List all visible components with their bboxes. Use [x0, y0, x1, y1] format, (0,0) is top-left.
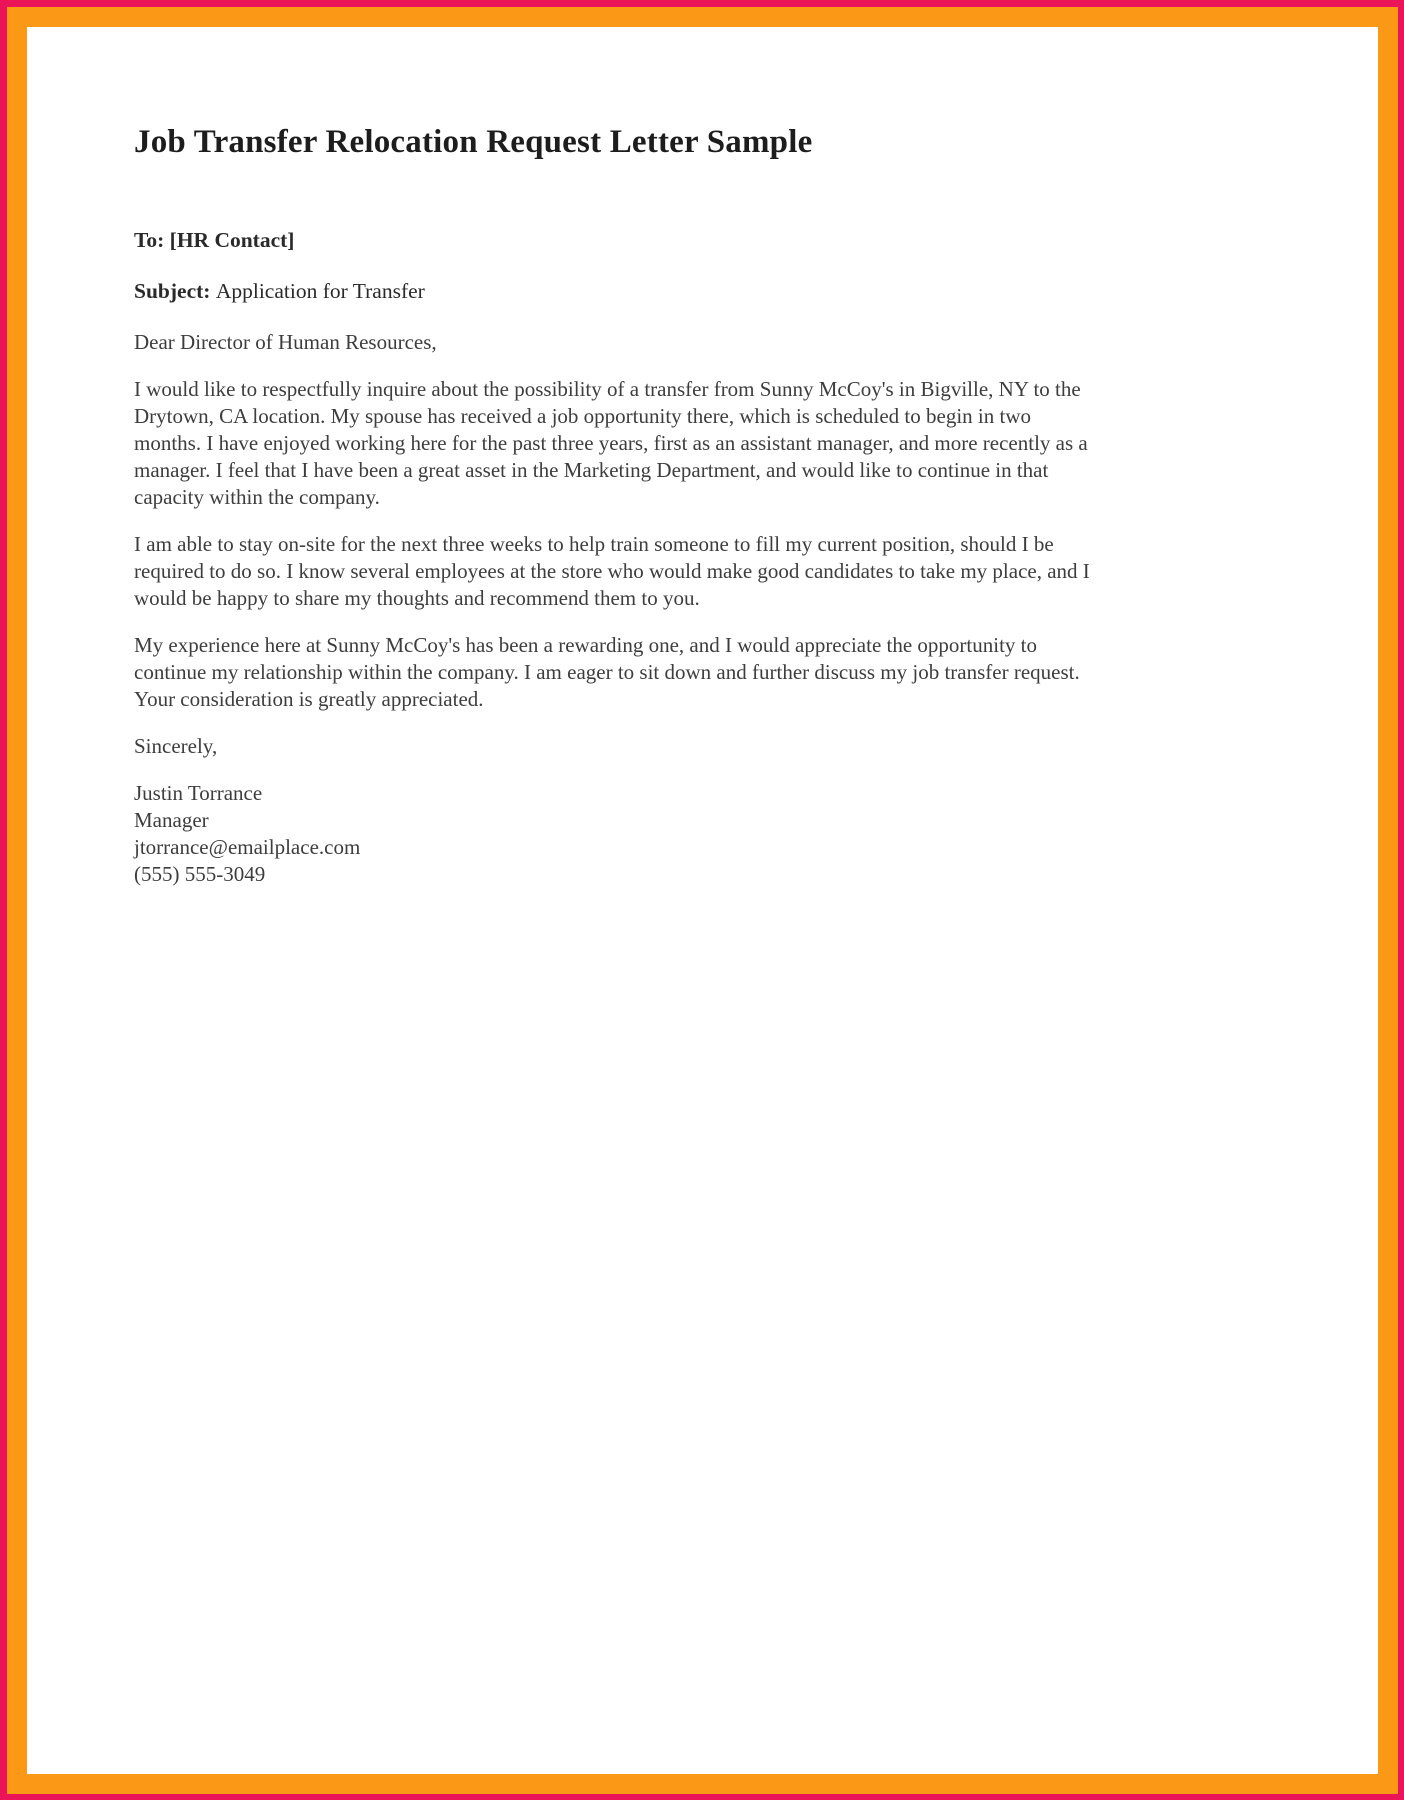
body-paragraph-3: My experience here at Sunny McCoy's has been a rewarding one, and I would appreciate the opportunity to continue my relationship within the company. I am eager to sit down and further discuss my job transfer request. Your consideration is greatly appreciated.: [134, 633, 1080, 711]
subject-label: Subject:: [134, 279, 211, 303]
signature-job-title: Manager: [134, 808, 209, 832]
subject-line: [134, 278, 1099, 305]
page-title: Job Transfer Relocation Request Letter Sample: [134, 124, 813, 160]
letter-content: [27, 27, 1099, 888]
letter-page: [27, 27, 1378, 1774]
salutation: Dear Director of Human Resources,: [134, 330, 437, 354]
subject-value: Application for Transfer: [215, 279, 425, 303]
to-value: [HR Contact]: [169, 228, 295, 252]
signature-name: Justin Torrance: [134, 781, 263, 805]
to-line: [134, 227, 1099, 254]
closing: Sincerely,: [134, 734, 218, 758]
body-paragraph-1: I would like to respectfully inquire about the possibility of a transfer from Sunny McCoy's in Bigville, NY to the Drytown, CA location. My spouse has received a job opportunity there, which is scheduled to begin in two months. I have enjoyed working here for the past three years, first as an assistant manager, and more recently as a manager. I feel that I have been a great asset in the Marketing Department, and would like to continue in that capacity within the company.: [134, 377, 1088, 509]
body-paragraph-2: I am able to stay on-site for the next three weeks to help train someone to fill my current position, should I be required to do so. I know several employees at the store who would make good candidates to take my place, and I would be happy to share my thoughts and recommend them to you.: [134, 532, 1090, 610]
signature-email: jtorrance@emailplace.com: [134, 835, 361, 859]
to-label: To:: [134, 228, 165, 252]
orange-inner-border: [7, 7, 1398, 1794]
signature-block: [134, 780, 1099, 888]
signature-phone: (555) 555-3049: [134, 862, 266, 886]
